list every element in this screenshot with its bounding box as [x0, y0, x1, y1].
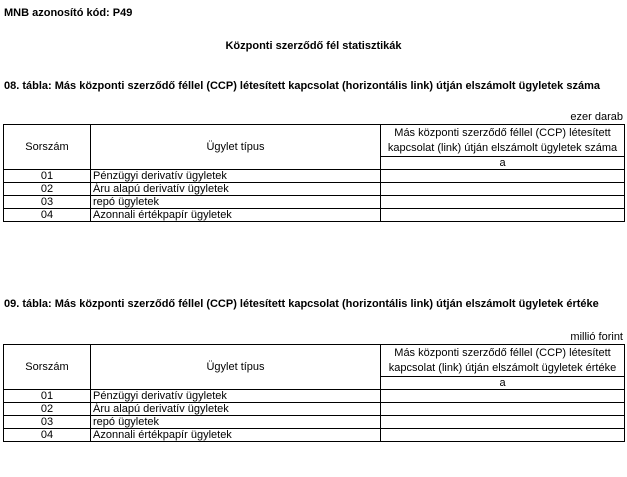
row-label: Pénzügyi derivatív ügyletek — [91, 170, 381, 183]
table-row — [4, 416, 625, 429]
header-value-column: Más központi szerződő féllel (CCP) létesített kapcsolat (link) útján elszámolt ügyletek száma — [381, 125, 625, 157]
row-number: 03 — [4, 416, 91, 429]
row-value-cell[interactable] — [381, 390, 625, 403]
table-row — [4, 170, 625, 183]
table-row — [4, 403, 625, 416]
row-value-cell[interactable] — [381, 403, 625, 416]
header-sorszam: Sorszám — [4, 125, 91, 170]
table-row — [4, 183, 625, 196]
row-number: 03 — [4, 196, 91, 209]
row-number: 04 — [4, 209, 91, 222]
table-08-title: 08. tábla: Más központi szerződő féllel (CCP) létesített kapcsolat (horizontális link) útján elszámolt ügyletek száma — [4, 80, 600, 92]
table-09-title: 09. tábla: Más központi szerződő féllel (CCP) létesített kapcsolat (horizontális link) útján elszámolt ügyletek értéke — [4, 298, 599, 310]
table-row — [4, 196, 625, 209]
row-number: 04 — [4, 429, 91, 442]
row-number: 02 — [4, 403, 91, 416]
row-label: Áru alapú derivatív ügyletek — [91, 183, 381, 196]
header-ugylet-tipus: Ügylet típus — [91, 125, 381, 170]
table-08-unit: ezer darab — [570, 111, 623, 123]
table-row — [4, 429, 625, 442]
table-row — [4, 390, 625, 403]
table-header-row — [4, 125, 625, 157]
row-label: repó ügyletek — [91, 196, 381, 209]
row-value-cell[interactable] — [381, 183, 625, 196]
table-09-unit: millió forint — [570, 331, 623, 343]
page-subtitle: Központi szerződő fél statisztikák — [225, 40, 402, 52]
row-label: Áru alapú derivatív ügyletek — [91, 403, 381, 416]
row-label: Azonnali értékpapír ügyletek — [91, 429, 381, 442]
row-value-cell[interactable] — [381, 196, 625, 209]
header-sorszam: Sorszám — [4, 345, 91, 390]
row-number: 02 — [4, 183, 91, 196]
table-header-row — [4, 345, 625, 377]
header-ugylet-tipus: Ügylet típus — [91, 345, 381, 390]
row-value-cell[interactable] — [381, 209, 625, 222]
header-value-column: Más központi szerződő féllel (CCP) létesített kapcsolat (link) útján elszámolt ügyletek értéke — [381, 345, 625, 377]
row-number: 01 — [4, 390, 91, 403]
row-value-cell[interactable] — [381, 416, 625, 429]
table-08 — [3, 124, 625, 222]
row-label: repó ügyletek — [91, 416, 381, 429]
row-label: Azonnali értékpapír ügyletek — [91, 209, 381, 222]
header-column-letter: a — [381, 157, 625, 170]
row-value-cell[interactable] — [381, 170, 625, 183]
table-row — [4, 209, 625, 222]
table-09 — [3, 344, 625, 442]
row-label: Pénzügyi derivatív ügyletek — [91, 390, 381, 403]
row-value-cell[interactable] — [381, 429, 625, 442]
form-code: MNB azonosító kód: P49 — [4, 7, 133, 19]
header-column-letter: a — [381, 377, 625, 390]
row-number: 01 — [4, 170, 91, 183]
